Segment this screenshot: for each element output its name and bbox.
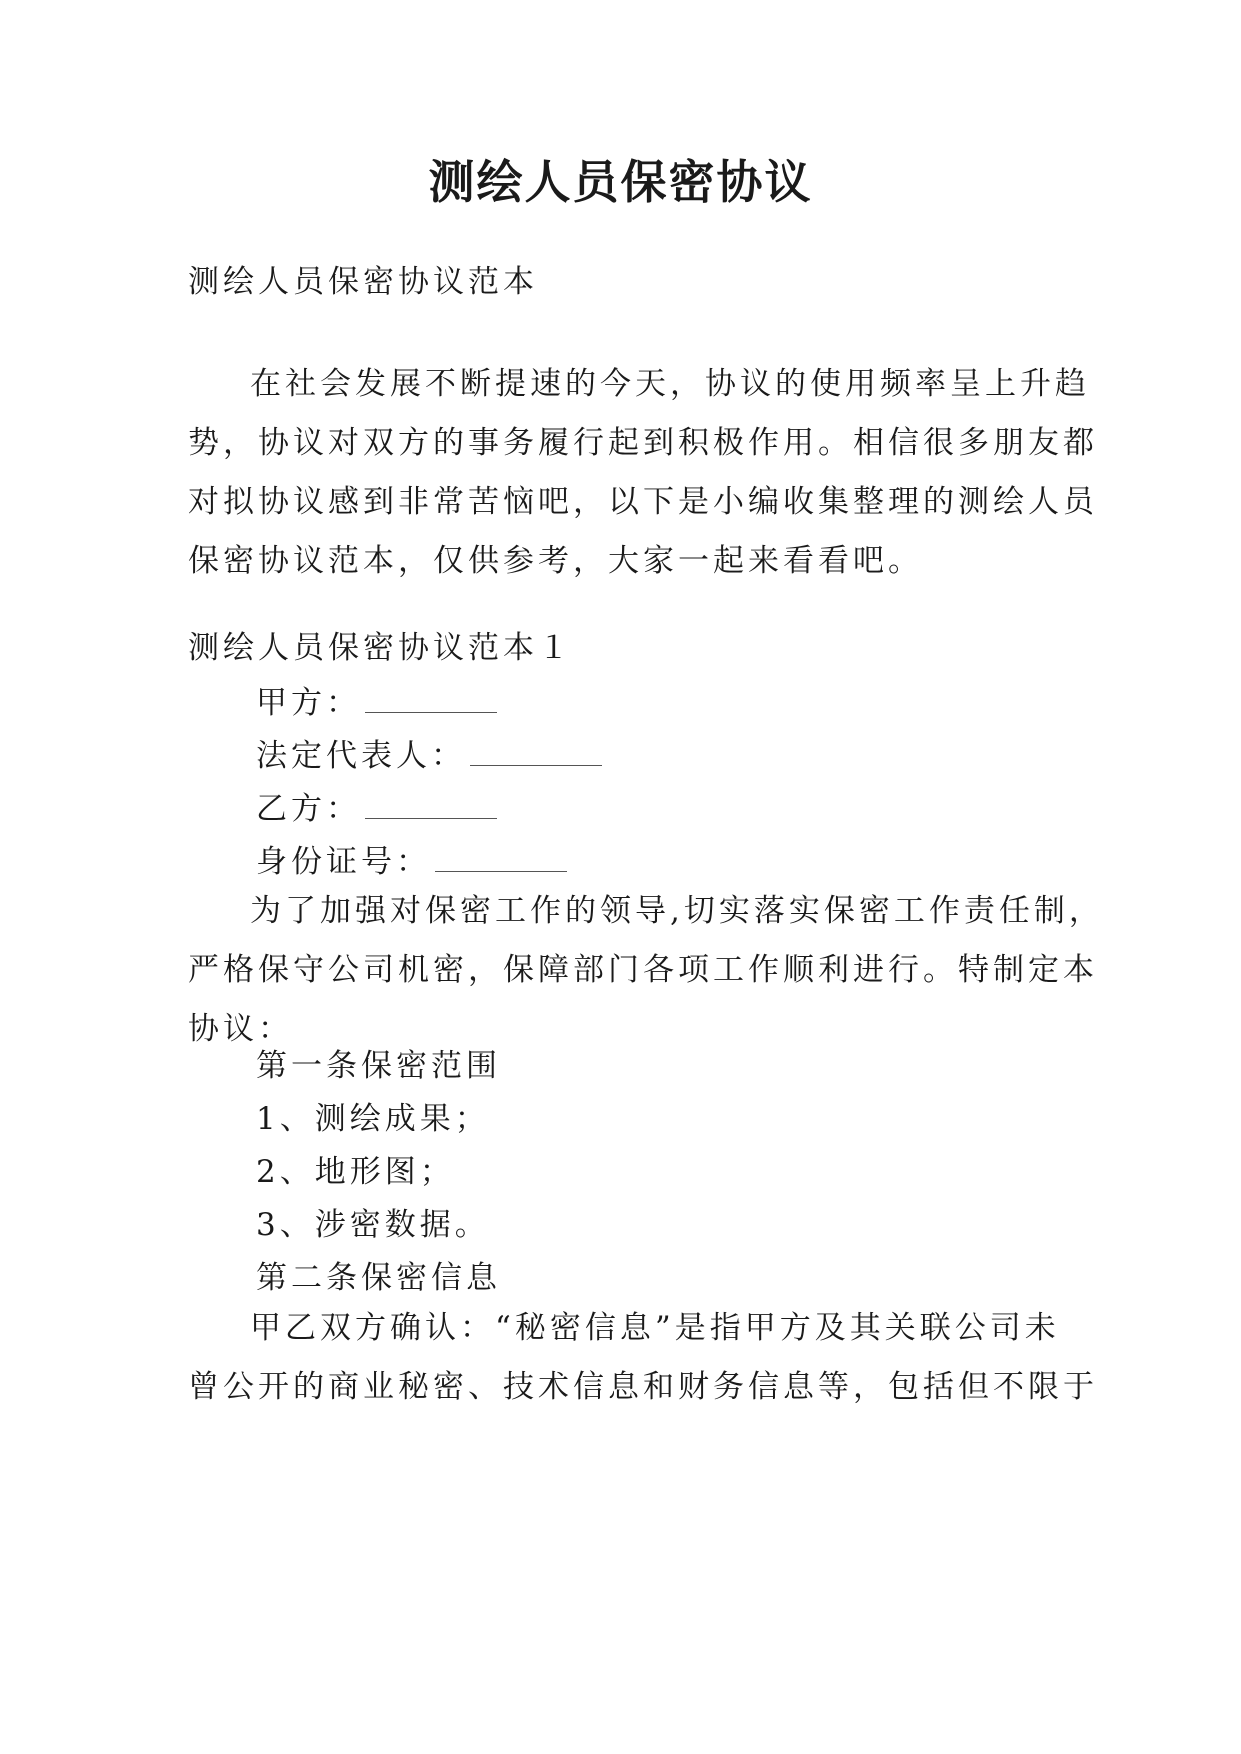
party-a-label: 甲方： — [256, 685, 361, 721]
article1-item: 3、涉密数据。 — [256, 1207, 490, 1243]
id-number-blank — [435, 841, 567, 872]
article2-paragraph — [188, 1299, 1098, 1417]
id-number-label: 身份证号： — [256, 844, 431, 880]
sample-heading: 测绘人员保密协议范本１ — [188, 630, 573, 666]
article1-item: 2、地形图； — [256, 1154, 455, 1190]
article2-heading: 第二条保密信息 — [256, 1260, 501, 1296]
intro-line: 对拟协议感到非常苦恼吧，以下是小编收集整理的测绘人员 — [188, 484, 1098, 520]
purpose-paragraph — [188, 882, 1104, 1059]
purpose-line: 严格保守公司机密，保障部门各项工作顺利进行。特制定本 — [188, 952, 1098, 988]
document-subtitle: 测绘人员保密协议范本 — [188, 264, 538, 300]
purpose-line: 协议： — [188, 1011, 293, 1047]
party-a-field — [256, 674, 1118, 733]
document-title: 测绘人员保密协议 — [428, 155, 813, 209]
article2-line: 曾公开的商业秘密、技术信息和财务信息等，包括但不限于 — [188, 1369, 1098, 1405]
article1-item: 1、测绘成果； — [256, 1101, 490, 1137]
intro-line: 在社会发展不断提速的今天，协议的使用频率呈上升趋 — [250, 366, 1090, 402]
legal-rep-blank — [470, 735, 602, 766]
party-a-blank — [365, 682, 497, 713]
party-b-blank — [365, 788, 497, 819]
article1-heading: 第一条保密范围 — [256, 1048, 501, 1084]
party-b-label: 乙方： — [256, 791, 361, 827]
intro-line: 保密协议范本，仅供参考，大家一起来看看吧。 — [188, 543, 923, 579]
intro-line: 势，协议对双方的事务履行起到积极作用。相信很多朋友都 — [188, 425, 1098, 461]
intro-paragraph — [188, 355, 1098, 591]
party-b-field — [256, 780, 1118, 839]
legal-rep-field — [256, 727, 1118, 786]
purpose-line: 为了加强对保密工作的领导,切实落实保密工作责任制， — [250, 893, 1104, 929]
legal-rep-label: 法定代表人： — [256, 738, 466, 774]
article2-line: 甲乙双方确认：“秘密信息”是指甲方及其关联公司未 — [250, 1310, 1060, 1346]
